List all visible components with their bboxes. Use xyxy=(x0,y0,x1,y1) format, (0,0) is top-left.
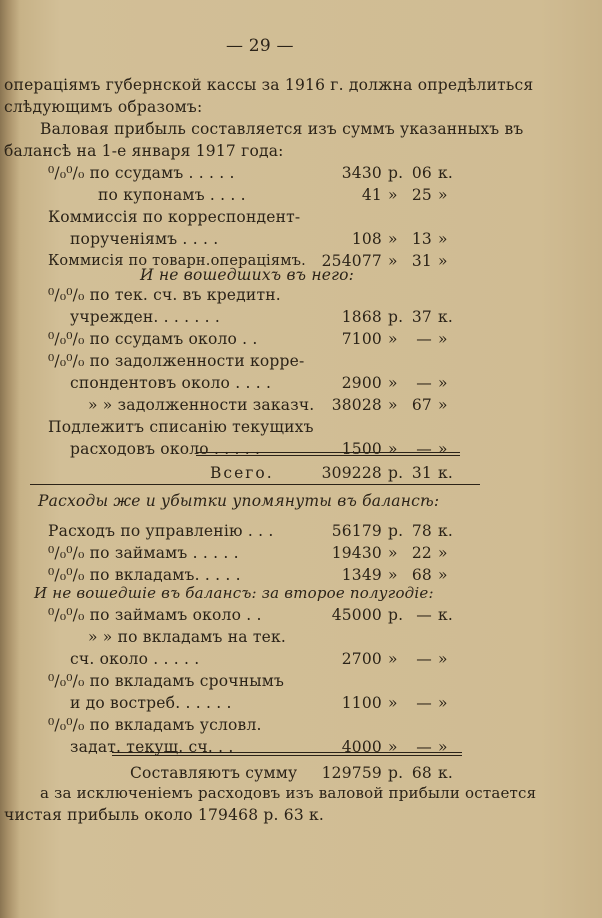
income-unit: » xyxy=(388,252,398,270)
expense-kop-unit: » xyxy=(438,566,448,584)
not-included-kop-unit: » xyxy=(438,440,448,458)
income-label: Коммисія по товарн.операціямъ. xyxy=(48,253,306,269)
income-kop: 06 xyxy=(411,164,432,182)
not-included-label: ⁰/₀⁰/₀ по ссудамъ около . . xyxy=(48,330,258,348)
total-1-amount: 309228 xyxy=(321,464,382,482)
second-half-label: ⁰/₀⁰/₀ по вкладамъ условл. xyxy=(48,716,262,734)
expense-unit: » xyxy=(388,566,398,584)
divider xyxy=(196,452,460,453)
expense-label: ⁰/₀⁰/₀ по вкладамъ. . . . . xyxy=(48,566,241,584)
income-label: ⁰/₀⁰/₀ по ссудамъ . . . . . xyxy=(48,164,235,182)
not-included-kop: — xyxy=(416,440,432,458)
expense-amount: 19430 xyxy=(331,544,382,562)
not-included-label: расходовъ около . . . . . xyxy=(70,440,261,458)
divider xyxy=(112,755,462,756)
not-included-unit: » xyxy=(388,440,398,458)
not-included-kop: 37 xyxy=(411,308,432,326)
not-included-amount: 2900 xyxy=(341,374,382,392)
total-1-kop: 31 xyxy=(411,464,432,482)
not-included-kop-unit: » xyxy=(438,374,448,392)
second-half-label: ⁰/₀⁰/₀ по вкладамъ срочнымъ xyxy=(48,672,285,690)
divider xyxy=(112,752,462,753)
not-included-kop: — xyxy=(416,330,432,348)
not-included-kop-unit: » xyxy=(438,330,448,348)
intro-line-2: слѣдующимъ образомъ: xyxy=(4,98,203,116)
expense-unit: р. xyxy=(388,522,404,540)
expense-label: Расходъ по управленію . . . xyxy=(48,522,274,540)
income-kop-unit: » xyxy=(438,186,448,204)
income-kop-unit: » xyxy=(438,230,448,248)
total-2-kop-unit: к. xyxy=(438,764,454,782)
second-half-label: » » по вкладамъ на тек. xyxy=(88,628,287,646)
total-1-label: Всего. xyxy=(210,464,274,482)
second-half-unit: » xyxy=(388,650,398,668)
not-included-label: Подлежитъ списанію текущихъ xyxy=(48,418,314,436)
income-unit: » xyxy=(388,186,398,204)
expense-kop: 22 xyxy=(411,544,432,562)
closing-line-2: чистая прибыль около 179468 р. 63 к. xyxy=(4,806,325,824)
second-half-amount: 2700 xyxy=(341,650,382,668)
second-half-kop: — xyxy=(416,694,432,712)
expense-kop-unit: к. xyxy=(438,522,454,540)
total-2-label: Составляютъ сумму xyxy=(130,764,298,782)
income-kop: 13 xyxy=(411,230,432,248)
total-1-kop-unit: к. xyxy=(438,464,454,482)
not-included-label: » » задолженности заказч. xyxy=(88,396,315,414)
income-label: по купонамъ . . . . xyxy=(98,186,246,204)
page-number: — 29 — xyxy=(226,36,294,56)
expense-kop-unit: » xyxy=(438,544,448,562)
income-kop: 31 xyxy=(411,252,432,270)
second-half-label: задат. текущ. сч. . . xyxy=(70,738,234,756)
second-half-unit: р. xyxy=(388,606,404,624)
not-included-heading: И не вошедшихъ въ него: xyxy=(140,266,355,284)
income-label: порученіямъ . . . . xyxy=(70,230,219,248)
total-1-unit: р. xyxy=(388,464,404,482)
not-included-unit: р. xyxy=(388,308,404,326)
income-kop-unit: » xyxy=(438,252,448,270)
not-included-label: ⁰/₀⁰/₀ по задолженности корре- xyxy=(48,352,305,370)
expenses-heading: Расходы же и убытки упомянуты въ балансѣ: xyxy=(38,492,440,510)
intro-line-4: балансѣ на 1-е января 1917 года: xyxy=(4,142,284,160)
income-label: Коммиссія по корреспондент- xyxy=(48,208,301,226)
expense-kop: 68 xyxy=(411,566,432,584)
second-half-amount: 45000 xyxy=(331,606,382,624)
divider xyxy=(30,484,480,485)
not-included-unit: » xyxy=(388,374,398,392)
not-included-label: ⁰/₀⁰/₀ по тек. сч. въ кредитн. xyxy=(48,286,281,304)
second-half-label: и до востреб. . . . . . xyxy=(70,694,232,712)
not-included-kop-unit: » xyxy=(438,396,448,414)
not-included-kop-unit: к. xyxy=(438,308,454,326)
expense-amount: 56179 xyxy=(331,522,382,540)
not-included-amount: 1500 xyxy=(341,440,382,458)
second-half-heading: И не вошедшіе въ балансъ: за второе полугодіе: xyxy=(34,584,434,602)
expense-kop: 78 xyxy=(411,522,432,540)
second-half-label: ⁰/₀⁰/₀ по займамъ около . . xyxy=(48,606,262,624)
second-half-unit: » xyxy=(388,738,398,756)
second-half-amount: 4000 xyxy=(341,738,382,756)
total-2-amount: 129759 xyxy=(321,764,382,782)
income-amount: 3430 xyxy=(341,164,382,182)
second-half-kop: — xyxy=(416,606,432,624)
second-half-kop: — xyxy=(416,738,432,756)
not-included-unit: » xyxy=(388,396,398,414)
expense-label: ⁰/₀⁰/₀ по займамъ . . . . . xyxy=(48,544,239,562)
intro-line-3: Валовая прибыль составляется изъ суммъ указанныхъ въ xyxy=(40,120,524,138)
not-included-unit: » xyxy=(388,330,398,348)
second-half-label: сч. около . . . . . xyxy=(70,650,200,668)
not-included-label: учрежден. . . . . . . xyxy=(70,308,221,326)
second-half-kop-unit: » xyxy=(438,738,448,756)
total-2-unit: р. xyxy=(388,764,404,782)
income-unit: » xyxy=(388,230,398,248)
not-included-kop: — xyxy=(416,374,432,392)
total-2-kop: 68 xyxy=(411,764,432,782)
not-included-amount: 1868 xyxy=(341,308,382,326)
expense-unit: » xyxy=(388,544,398,562)
not-included-kop: 67 xyxy=(411,396,432,414)
not-included-label: спондентовъ около . . . . xyxy=(70,374,272,392)
income-kop: 25 xyxy=(411,186,432,204)
closing-line-1: а за исключеніемъ расходовъ изъ валовой прибыли остается xyxy=(40,784,537,802)
income-amount: 41 xyxy=(361,186,382,204)
not-included-amount: 38028 xyxy=(331,396,382,414)
income-kop-unit: к. xyxy=(438,164,454,182)
second-half-unit: » xyxy=(388,694,398,712)
income-amount: 254077 xyxy=(321,252,382,270)
not-included-amount: 7100 xyxy=(341,330,382,348)
second-half-kop: — xyxy=(416,650,432,668)
income-amount: 108 xyxy=(351,230,382,248)
second-half-kop-unit: » xyxy=(438,694,448,712)
second-half-amount: 1100 xyxy=(341,694,382,712)
second-half-kop-unit: » xyxy=(438,650,448,668)
divider xyxy=(196,455,460,456)
second-half-kop-unit: к. xyxy=(438,606,454,624)
intro-line-1: операціямъ губернской кассы за 1916 г. должна опредѣлиться xyxy=(4,76,534,94)
expense-amount: 1349 xyxy=(341,566,382,584)
income-unit: р. xyxy=(388,164,404,182)
